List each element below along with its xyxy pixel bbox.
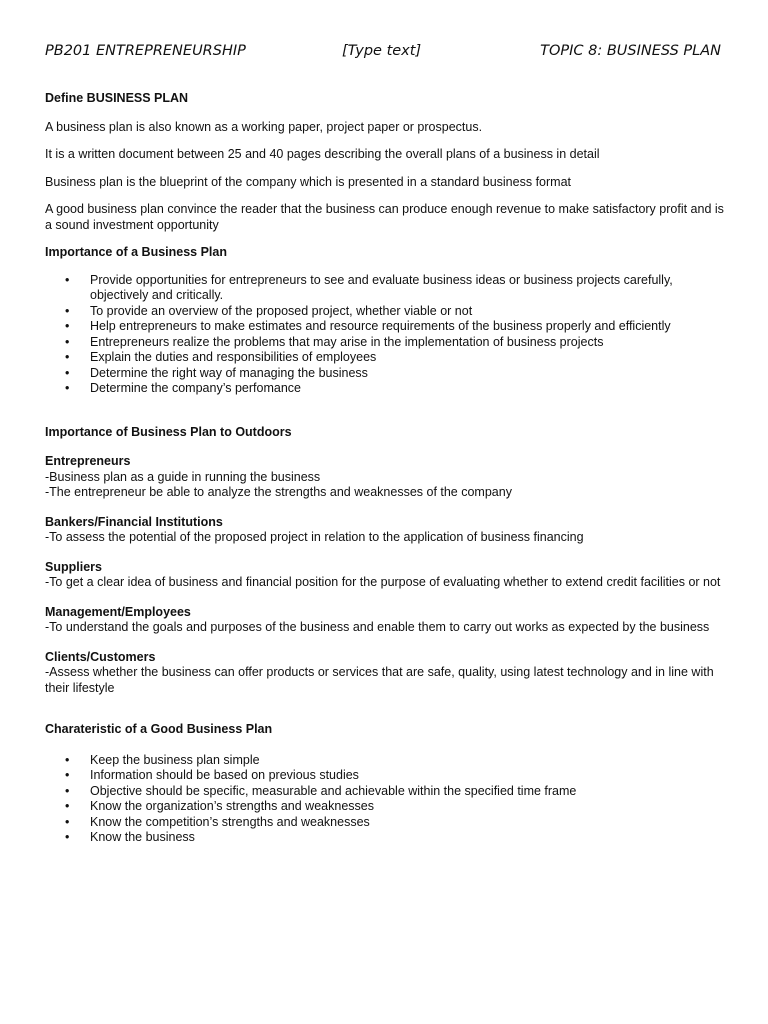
bullet-icon: • (65, 365, 70, 380)
define-paragraph: A business plan is also known as a working paper, project paper or prospectus. (45, 119, 483, 134)
list-item: • Know the competition’s strengths and weaknesses (65, 814, 370, 829)
document-body (45, 91, 725, 846)
bullet-icon: • (65, 272, 70, 287)
stakeholder-group (45, 650, 725, 697)
bullet-icon: • (65, 814, 70, 829)
bullet-icon: • (65, 799, 70, 813)
stakeholder-line: -To understand the goals and purposes of the business and enable them to carry out works as expected by the business (45, 620, 710, 634)
stakeholder-group (45, 560, 725, 591)
stakeholder-title: Bankers/Financial Institutions (45, 514, 223, 529)
list-item: • Determine the right way of managing the business (65, 365, 368, 380)
bullet-icon: • (65, 381, 70, 395)
define-paragraph: Business plan is the blueprint of the company which is presented in a standard business format (45, 174, 571, 189)
characteristic-list (45, 753, 725, 846)
stakeholder-group (45, 605, 725, 636)
list-item: • To provide an overview of the proposed project, whether viable or not (65, 303, 473, 318)
bullet-icon: • (65, 752, 70, 767)
list-item: • Determine the company’s perfomance (65, 381, 301, 395)
bullet-icon: • (65, 830, 70, 844)
header-course-title: PB201 ENTREPRENEURSHIP (45, 43, 246, 59)
characteristic-heading: Charateristic of a Good Business Plan (45, 722, 273, 736)
list-item: • Entrepreneurs realize the problems that may arise in the implementation of business projects (65, 334, 604, 349)
stakeholder-line: -Business plan as a guide in running the business (45, 469, 321, 484)
list-item: • Know the organization’s strengths and weaknesses (65, 799, 374, 813)
list-item: • Know the business (65, 830, 195, 844)
importance-heading: Importance of a Business Plan (45, 245, 227, 259)
bullet-icon: • (65, 334, 70, 349)
bullet-icon: • (65, 783, 70, 798)
define-paragraph: A good business plan convince the reader that the business can produce enough revenue to make satisfactory profit and is a sound investment opportunity (45, 202, 724, 232)
stakeholder-title: Management/Employees (45, 604, 191, 619)
bullet-icon: • (65, 350, 70, 364)
stakeholder-line: -Assess whether the business can offer products or services that are safe, quality, using latest technology and in line with their lifestyle (45, 665, 714, 695)
stakeholder-title: Suppliers (45, 559, 102, 574)
outdoors-heading: Importance of Business Plan to Outdoors (45, 424, 292, 439)
list-item: • Keep the business plan simple (65, 752, 260, 767)
stakeholder-line: -To assess the potential of the proposed project in relation to the application of business financing (45, 530, 584, 544)
list-item: • Help entrepreneurs to make estimates and resource requirements of the business properly and efficiently (65, 319, 671, 333)
define-paragraph: It is a written document between 25 and 40 pages describing the overall plans of a business in detail (45, 147, 600, 161)
stakeholder-line: -The entrepreneur be able to analyze the strengths and weaknesses of the company (45, 485, 512, 499)
bullet-icon: • (65, 303, 70, 318)
stakeholder-line: -To get a clear idea of business and financial position for the purpose of evaluating whether to extend credit facilities or not (45, 575, 721, 589)
define-heading: Define BUSINESS PLAN (45, 91, 189, 105)
header-topic-title: TOPIC 8: BUSINESS PLAN (540, 43, 721, 59)
stakeholder-title: Clients/Customers (45, 649, 156, 664)
list-item: • Explain the duties and responsibilities of employees (65, 350, 377, 364)
importance-list (45, 273, 725, 397)
stakeholder-group (45, 454, 725, 501)
header-placeholder: [Type text] (342, 43, 422, 59)
bullet-icon: • (65, 319, 70, 333)
bullet-icon: • (65, 768, 70, 782)
list-item: • Information should be based on previous studies (65, 768, 359, 782)
list-item: • Provide opportunities for entrepreneurs to see and evaluate business ideas or business projects carefully, objectively and critically. (65, 272, 673, 302)
page-header (45, 44, 721, 64)
stakeholder-group (45, 515, 725, 546)
list-item: • Objective should be specific, measurable and achievable within the specified time frame (65, 783, 577, 798)
stakeholder-title: Entrepreneurs (45, 454, 131, 468)
